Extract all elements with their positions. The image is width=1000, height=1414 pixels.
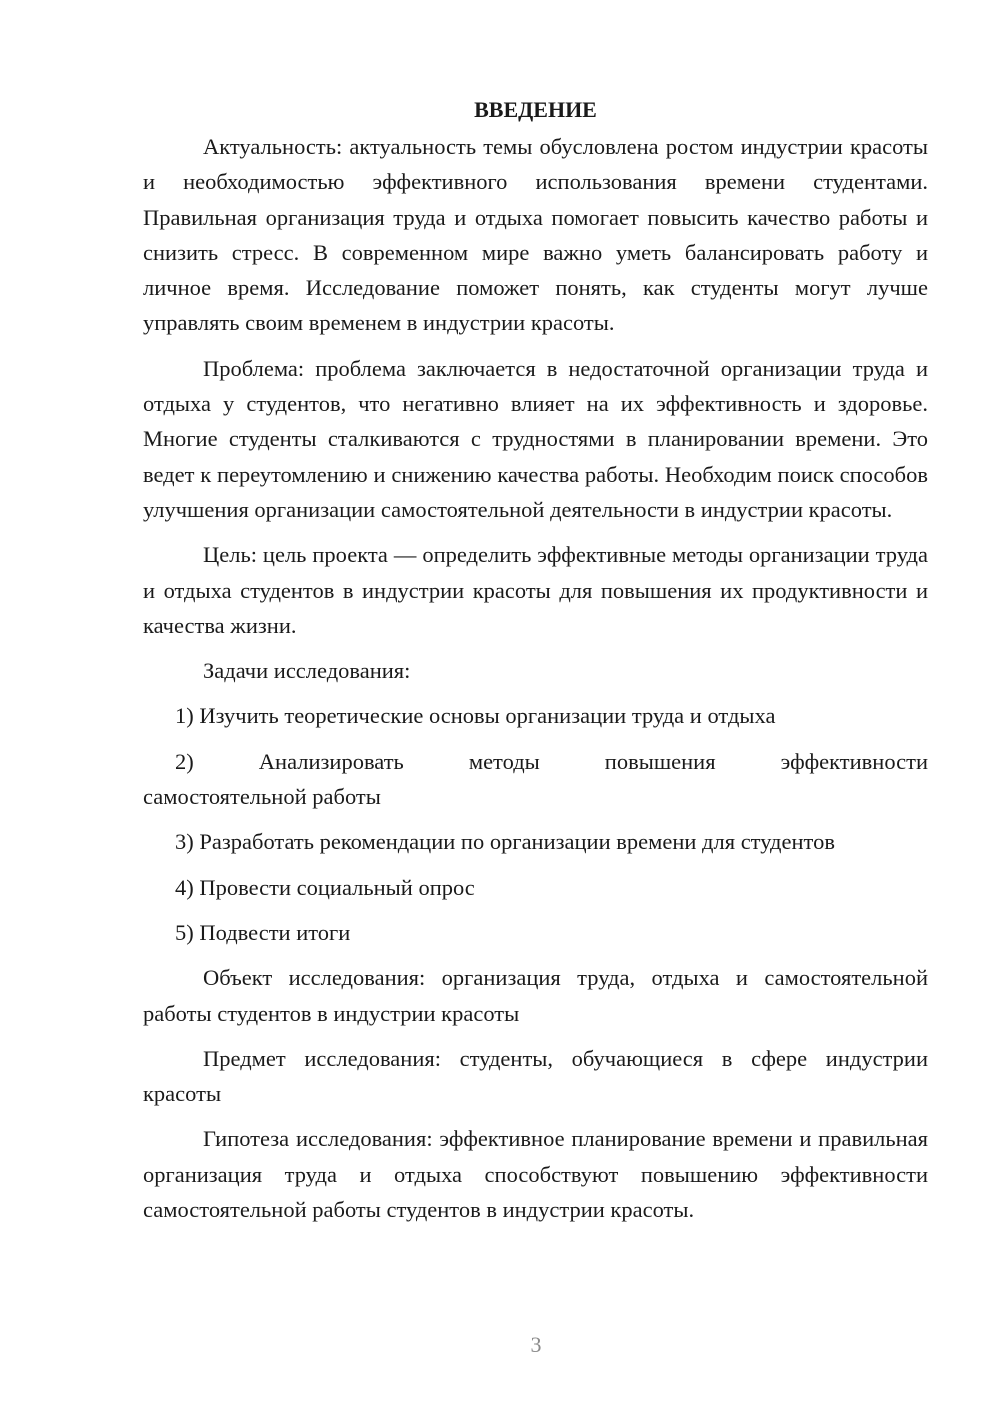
page-title: ВВЕДЕНИЕ <box>474 97 597 122</box>
task-item-2-line-2: самостоятельной работы <box>143 784 381 810</box>
paragraph-goal: Цель: цель проекта — определить эффективные методы организации труда и отдыха студентов в индустрии красоты для повышения их продуктивности и качества жизни. <box>143 542 928 638</box>
paragraph-relevance: Актуальность: актуальность темы обусловлена ростом индустрии красоты и необходимостью эффективного использования времени студентами. Правильная организация труда и отдыха помогает повысить качество работы и снизить стресс. В современном мире важно уметь балансировать работу и личное время. Исследование поможет понять, как студенты могут лучше управлять своим временем в индустрии красоты. <box>143 134 928 336</box>
task-item-2 <box>143 744 928 815</box>
document-page <box>143 92 928 1237</box>
paragraph-subject: Предмет исследования: студенты, обучающиеся в сфере индустрии красоты <box>143 1045 928 1107</box>
paragraph-problem: Проблема: проблема заключается в недостаточной организации труда и отдыха у студентов, что негативно влияет на их эффективность и здоровье. Многие студенты сталкиваются с трудностями в планировании времени. Это ведет к переутомлению и снижению качества работы. Необходим поиск способов улучшения организации самостоятельной деятельности в индустрии красоты. <box>143 355 928 522</box>
paragraph-object: Объект исследования: организация труда, отдыха и самостоятельной работы студентов в индустрии красоты <box>143 965 928 1026</box>
task-item-3: 3) Разработать рекомендации по организации времени для студентов <box>175 829 835 855</box>
page-number: 3 <box>530 1332 542 1357</box>
tasks-heading: Задачи исследования: <box>203 658 411 684</box>
task-item-2-line-1: 2) Анализировать методы повышения эффективности <box>175 748 928 774</box>
task-item-4: 4) Провести социальный опрос <box>175 874 475 900</box>
paragraph-hypothesis: Гипотеза исследования: эффективное планирование времени и правильная организация труда и отдыха способствуют повышению эффективности самостоятельной работы студентов в индустрии красоты. <box>143 1126 928 1223</box>
task-item-5: 5) Подвести итоги <box>175 919 351 945</box>
task-item-1: 1) Изучить теоретические основы организации труда и отдыха <box>175 703 776 729</box>
